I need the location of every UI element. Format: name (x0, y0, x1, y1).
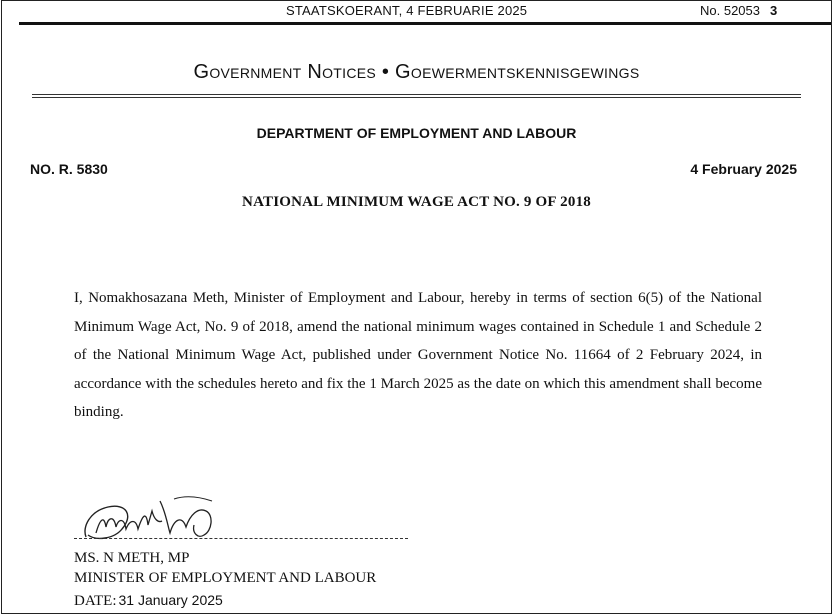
signature-date (74, 592, 223, 610)
signatory-title: MINISTER OF EMPLOYMENT AND LABOUR (74, 570, 377, 586)
section-rule-bottom (32, 97, 801, 98)
section-rule-top (32, 94, 801, 95)
gazette-number: No. 52053 (700, 3, 760, 18)
gazette-title: STAATSKOERANT, 4 FEBRUARIE 2025 (286, 3, 528, 18)
handwritten-signature (74, 489, 224, 549)
signature-line (74, 538, 408, 539)
gazette-number-block (700, 3, 777, 18)
running-header (2, 1, 831, 21)
act-title: NATIONAL MINIMUM WAGE ACT NO. 9 OF 2018 (242, 194, 591, 210)
notice-body: I, Nomakhosazana Meth, Minister of Employment and Labour, hereby in terms of section 6(5) of the National Minimum Wage Act, No. 9 of 2018, amend the national minimum wages contained in Schedule 1 and Schedule 2 of the National Minimum Wage Act, published under Government Notice No. 11664 of 2 February 2024, in accordance with the schedules hereto and fix the 1 March 2025 as the date on which this amendment shall become binding. (74, 290, 762, 420)
header-rule (19, 22, 831, 25)
notice-date: 4 February 2025 (690, 161, 797, 177)
section-title: Government Notices • Goewermentskennisgewings (193, 61, 640, 83)
gazette-page (1, 0, 832, 614)
department-heading: DEPARTMENT OF EMPLOYMENT AND LABOUR (256, 125, 577, 141)
signature-date-label: DATE: (74, 593, 117, 609)
signatory-name: MS. N METH, MP (74, 550, 190, 566)
notice-number: NO. R. 5830 (30, 161, 108, 177)
signature-date-value: 31 January 2025 (118, 592, 223, 608)
page-number: 3 (770, 3, 778, 18)
